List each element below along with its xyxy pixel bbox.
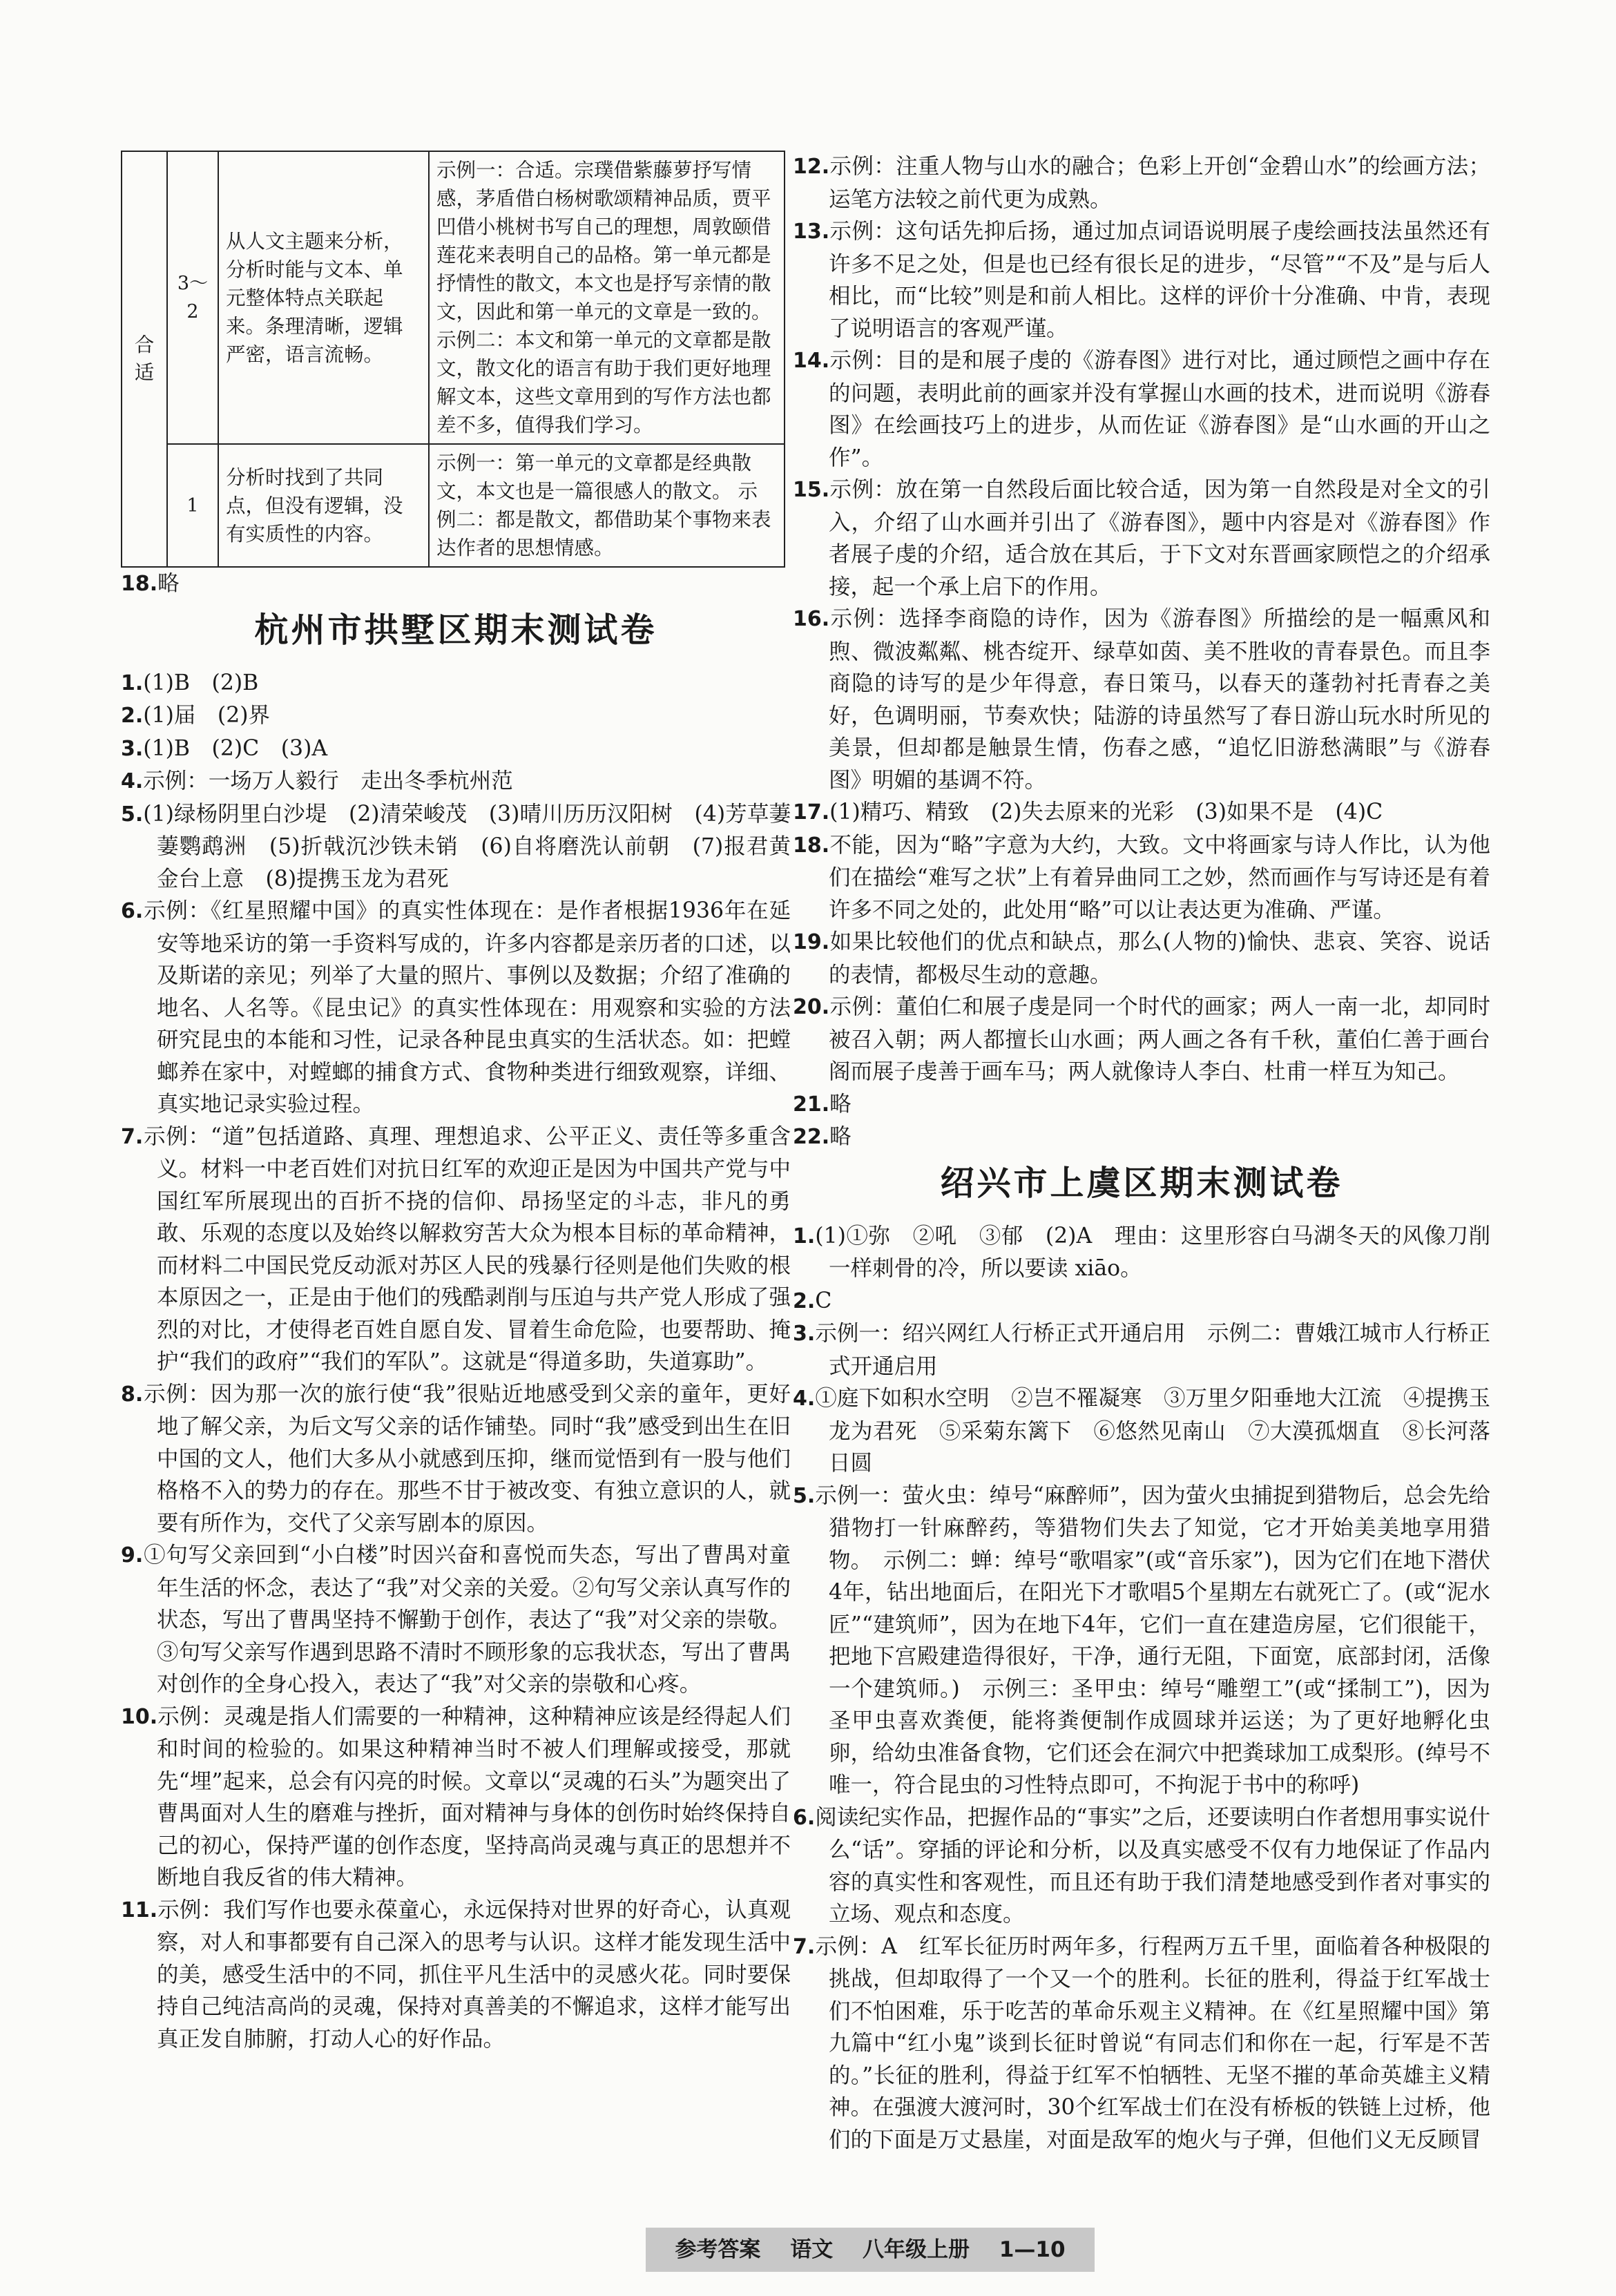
footer-answer-label: 参考答案 [675,2237,761,2262]
answer-text: 示例：“道”包括道路、真理、理想追求、公平正义、责任等多重含义。材料一中老百姓们对抗日红军的欢迎正是因为中国共产党与中国红军所展现出的百折不挠的信仰、昂扬坚定的斗志，非凡的勇敢、乐观的态度以及始终以解救穷苦大众为根本目标的革命精神，而材料二中国民党反动派对苏区人民的残暴行径则是他们失败的根本原因之一，正是由于他们的残酷剥削与压迫与共产党人形成了强烈的对比，才使得老百姓自愿自发、冒着生命危险，也要帮助、掩护“我们的政府”“我们的军队”。这就是“得道多助，失道寡助”。 [143,1123,791,1374]
answer-number: 1. [793,1224,816,1248]
left-column [121,151,791,2055]
grading-table [121,151,785,568]
answer-item [793,1088,1490,1121]
answer-text: 示例：《红星照耀中国》的真实性体现在：是作者根据1936年在延安等地采访的第一手资料写成的，许多内容都是亲历者的口述，以及斯诺的亲见；列举了大量的照片、事例以及数据；介绍了准确的地名、人名等。《昆虫记》的真实性体现在：用观察和实验的方法研究昆虫的本能和习性，记录各种昆虫真实的生活状态。如：把螳螂养在家中，对螳螂的捕食方式、食物种类进行细致观察，详细、真实地记录实验过程。 [143,898,791,1117]
section-title-shaoxing: 绍兴市上虞区期末测试卷 [940,1163,1343,1203]
criteria-cell: 从人文主题来分析，分析时能与文本、单元整体特点关联起来。条理清晰，逻辑严密，语言流畅。 [218,151,429,444]
answer-list-hangzhou [121,667,791,2056]
answer-text: 示例：A 红军长征历时两年多，行程两万五千里，面临着各种极限的挑战，但却取得了一个又一个的胜利。长征的胜利，得益于红军战士们不怕困难，乐于吃苦的革命乐观主义精神。在《红星照耀中国》第九篇中“红小鬼”谈到长征时曾说“有同志们和你在一起，行军是不苦的。”长征的胜利，得益于红军不怕牺牲、无坚不摧的革命英雄主义精神。在强渡大渡河时，30个红军战士们在没有桥板的铁链上过桥，他们的下面是万丈悬崖，对面是敌军的炮火与子弹，但他们义无反顾冒 [815,1933,1490,2152]
answer-item [793,1931,1490,2157]
answer-item [121,568,791,601]
answer-number: 6. [793,1805,816,1830]
answer-number: 5. [121,802,144,827]
answer-item [793,151,1490,215]
answer-text: (1)B (2)B [143,670,259,695]
answer-list-shaoxing [793,1220,1490,2157]
criteria-cell: 分析时找到了共同点，但没有逻辑，没有实质性的内容。 [218,444,429,567]
answer-text: 示例：一场万人毅行 走出冬季杭州范 [143,769,513,793]
answer-number: 11. [121,1898,158,1922]
answer-item [121,1894,791,2056]
table-row [122,151,785,444]
footer-page-number: 1—10 [999,2237,1066,2262]
answer-number: 20. [793,995,830,1019]
answer-number: 10. [121,1704,158,1729]
answer-text: (1)届 (2)界 [143,703,271,728]
answer-item [793,1480,1490,1802]
answer-text: (1)精巧、精致 (2)失去原来的光彩 (3)如果不是 (4)C [829,800,1383,824]
answer-number: 12. [793,155,830,179]
answer-item [793,1121,1490,1154]
answer-text: 示例：放在第一自然段后面比较合适，因为第一自然段是对全文的引入，介绍了山水画并引出了《游春图》，题中内容是对《游春图》作者展子虔的介绍，适合放在其后，于下文对东晋画家顾恺之的介绍承接，起一个承上启下的作用。 [829,477,1490,599]
answer-item [121,667,791,700]
answer-number: 15. [793,478,830,502]
answer-text: 如果比较他们的优点和缺点，那么(人物的)愉快、悲哀、笑容、说话的表情，都极尽生动的意趣。 [829,929,1490,987]
answer-text: 示例：注重人物与山水的融合；色彩上开创“金碧山水”的绘画方法；运笔方法较之前代更为成熟。 [829,154,1490,212]
answer-item [793,1802,1490,1931]
answer-text: (1)①弥 ②吼 ③郁 (2)A 理由：这里形容白马湖冬天的风像刀削一样刺骨的冷，所以要读 xiāo。 [815,1223,1490,1281]
answer-text: 示例：因为那一次的旅行使“我”很贴近地感受到父亲的童年，更好地了解父亲，为后文写父亲的话作铺垫。同时“我”感受到出生在旧中国的文人，他们大多从小就感到压抑，继而觉悟到有一股与他们格格不入的势力的存在。那些不甘于被改变、有独立意识的人，就要有所作为，交代了父亲写剧本的原因。 [143,1381,791,1536]
score-cell: 1 [167,444,218,567]
answer-text: 示例：我们写作也要永葆童心，永远保持对世界的好奇心，认真观察，对人和事都要有自己深入的思考与认识。这样才能发现生活中的美，感受生活中的不同，抓住平凡生活中的灵感火花。同时要保持自己纯洁高尚的灵魂，保持对真善美的不懈追求，这样才能写出真正发自肺腑，打动人心的好作品。 [157,1897,791,2052]
example-cell: 示例一：合适。宗璞借紫藤萝抒写情感，茅盾借白杨树歌颂精神品质，贾平凹借小桃树书写自己的理想，周敦颐借莲花来表明自己的品格。第一单元都是抒情性的散文，本文也是抒写亲情的散文，因此和第一单元的文章是一致的。 示例二：本文和第一单元的文章都是散文，散文化的语言有助于我们更好地理解文本，这些文章用到的写作方法也都差不多，值得我们学习。 [429,151,785,444]
footer-grade: 八年级上册 [863,2237,970,2262]
table-row [122,444,785,567]
answer-number: 3. [793,1322,816,1346]
answer-item [793,796,1490,829]
answer-number: 2. [121,704,144,728]
answer-item [793,345,1490,474]
answer-number: 18. [793,833,830,858]
answer-item [121,1701,791,1894]
answer-item [121,895,791,1121]
answer-item [793,991,1490,1088]
section-title-hangzhou: 杭州市拱墅区期末测试卷 [254,610,657,650]
example-cell: 示例一：第一单元的文章都是经典散文，本文也是一篇很感人的散文。 示例二：都是散文，都借助某个事物来表达作者的思想情感。 [429,444,785,567]
answer-text: ①庭下如积水空明 ②岂不罹凝寒 ③万里夕阳垂地大江流 ④提携玉龙为君死 ⑤采菊东篱下 ⑥悠然见南山 ⑦大漠孤烟直 ⑧长河落日圆 [815,1386,1490,1476]
answer-number: 4. [793,1387,816,1411]
answer-item [793,1318,1490,1382]
answer-text: 略 [829,1124,852,1149]
answer-text: 示例：目的是和展子虔的《游春图》进行对比，通过顾恺之画中存在的问题，表明此前的画家并没有掌握山水画的技术，进而说明《游春图》在绘画技巧上的进步，从而佐证《游春图》是“山水画的开山之作”。 [829,348,1490,470]
answer-number: 8. [121,1382,144,1407]
answer-item [793,1285,1490,1318]
answer-number: 13. [793,220,830,244]
answer-text: (1)B (2)C (3)A [143,735,328,761]
answer-item [793,926,1490,991]
answer-item [121,1378,791,1540]
answer-number: 1. [121,671,144,695]
answer-number: 14. [793,349,830,373]
answer-text: 示例一：萤火虫：绰号“麻醉师”，因为萤火虫捕捉到猎物后，总会先给猎物打一针麻醉药，等猎物们失去了知觉，它才开始美美地享用猎物。 示例二：蝉：绰号“歌唱家”(或“音乐家”)，因为它们在地下潜伏4年，钻出地面后，在阳光下才歌唱5个星期左右就死亡了。(或“泥水匠”“建筑师”，因为在地下4年，它们一直在建造房屋，它们很能干，把地下宫殿建造得很好，干净，通行无阻，下面宽，底部封闭，活像一个建筑师。) 示例三：圣甲虫：绰号“雕塑工”(或“揉制工”)，因为圣甲虫喜欢粪便，能将粪便制作成圆球并运送；为了更好地孵化虫卵，给幼虫准备食物，它们还会在洞穴中把粪球加工成梨形。(绰号不唯一，符合昆虫的习性特点即可，不拘泥于书中的称呼) [815,1483,1490,1797]
right-column [793,151,1490,2156]
answer-item [793,1220,1490,1285]
answer-text: 示例：董伯仁和展子虔是同一个时代的画家；两人一南一北，却同时被召入朝；两人都擅长山水画；两人画之各有千秋，董伯仁善于画台阁而展子虔善于画车马；两人就像诗人李白、杜甫一样互为知己。 [829,994,1490,1084]
left-pre-list [121,568,791,601]
answer-text: 略 [829,1091,852,1117]
answer-number: 18. [121,572,158,596]
answer-text: 示例：选择李商隐的诗作，因为《游春图》所描绘的是一幅熏风和煦、微波粼粼、桃杏绽开、绿草如茵、美不胜收的青春景色。而且李商隐的诗写的是少年得意，春日策马，以春天的蓬勃衬托青春之美好，色调明丽，节奏欢快；陆游的诗虽然写了春日游山玩水时所见的美景，但却都是触景生情，伤春之感，“追忆旧游愁满眼”与《游春图》明媚的基调不符。 [829,606,1490,793]
answer-number: 2. [793,1289,816,1313]
answer-text: 不能，因为“略”字意为大约，大致。文中将画家与诗人作比，认为他们在描绘“难写之状”上有着异曲同工之妙，然而画作与写诗还是有着许多不同之处的，此处用“略”可以让表达更为准确、严谨。 [829,832,1490,923]
answer-text: 示例：灵魂是指人们需要的一种精神，这种精神应该是经得起人们和时间的检验的。如果这种精神当时不被人们理解或接受，那就先“埋”起来，总会有闪亮的时候。文章以“灵魂的石头”为题突出了曹禺面对人生的磨难与挫折，面对精神与身体的创伤时始终保持自己的初心，保持严谨的创作态度，坚持高尚灵魂与真正的思想并不断地自我反省的伟大精神。 [157,1704,791,1890]
answer-number: 5. [793,1483,816,1508]
footer-subject: 语文 [790,2237,834,2262]
answer-text: 略 [157,571,180,596]
answer-number: 22. [793,1125,830,1149]
answer-text: 阅读纪实作品，把握作品的“事实”之后，还要读明白作者想用事实说什么“话”。穿插的评论和分析，以及真实感受不仅有力地保证了作品内容的真实性和客观性，而且还有助于我们清楚地感受到作者对事实的立场、观点和态度。 [815,1804,1490,1927]
score-cell: 3～2 [167,151,218,444]
answer-number: 4. [121,769,144,793]
answer-number: 7. [121,1124,144,1149]
answer-number: 7. [793,1934,816,1959]
answer-item [121,1121,791,1378]
answer-text: 示例：这句话先抑后扬，通过加点词语说明展子虔绘画技法虽然还有许多不足之处，但是也已经有很长足的进步，“尽管”“不及”是与后人相比，而“比较”则是和前人相比。这样的评价十分准确、中肯，表现了说明语言的客观严谨。 [829,219,1490,341]
answer-number: 19. [793,930,830,954]
answer-text: ①句写父亲回到“小白楼”时因兴奋和喜悦而失态，写出了曹禺对童年生活的怀念，表达了“我”对父亲的关爱。②句写父亲认真写作的状态，写出了曹禺坚持不懈勤于创作，表达了“我”对父亲的崇敬。③句写父亲写作遇到思路不清时不顾形象的忘我状态，写出了曹禺对创作的全身心投入，表达了“我”对父亲的崇敬和心疼。 [143,1543,791,1697]
page-footer [646,2228,1095,2272]
answer-number: 21. [793,1092,830,1117]
answer-text: 示例一：绍兴网红人行桥正式开通启用 示例二：曹娥江城市人行桥正式开通启用 [815,1321,1490,1379]
answer-item [793,829,1490,927]
answer-text: C [815,1288,832,1313]
answer-item [793,215,1490,345]
answer-item [793,1382,1490,1480]
answer-item [793,474,1490,603]
answer-number: 16. [793,607,830,631]
answer-number: 3. [121,736,144,761]
answer-text: (1)绿杨阴里白沙堤 (2)清荣峻茂 (3)晴川历历汉阳树 (4)芳草萋萋鹦鹉洲 (5)折戟沉沙铁未销 (6)自将磨洗认前朝 (7)报君黄金台上意 (8)提携玉龙为君死 [143,801,791,891]
answer-item [121,765,791,798]
answer-list-continued [793,151,1490,1154]
answer-item [121,700,791,733]
answer-item [121,1539,791,1701]
answer-item [121,798,791,896]
answer-item [121,733,791,766]
answer-number: 17. [793,800,830,824]
table-label-cell: 合 适 [122,151,167,567]
answer-number: 9. [121,1543,144,1567]
answer-number: 6. [121,899,144,923]
answer-item [793,603,1490,796]
